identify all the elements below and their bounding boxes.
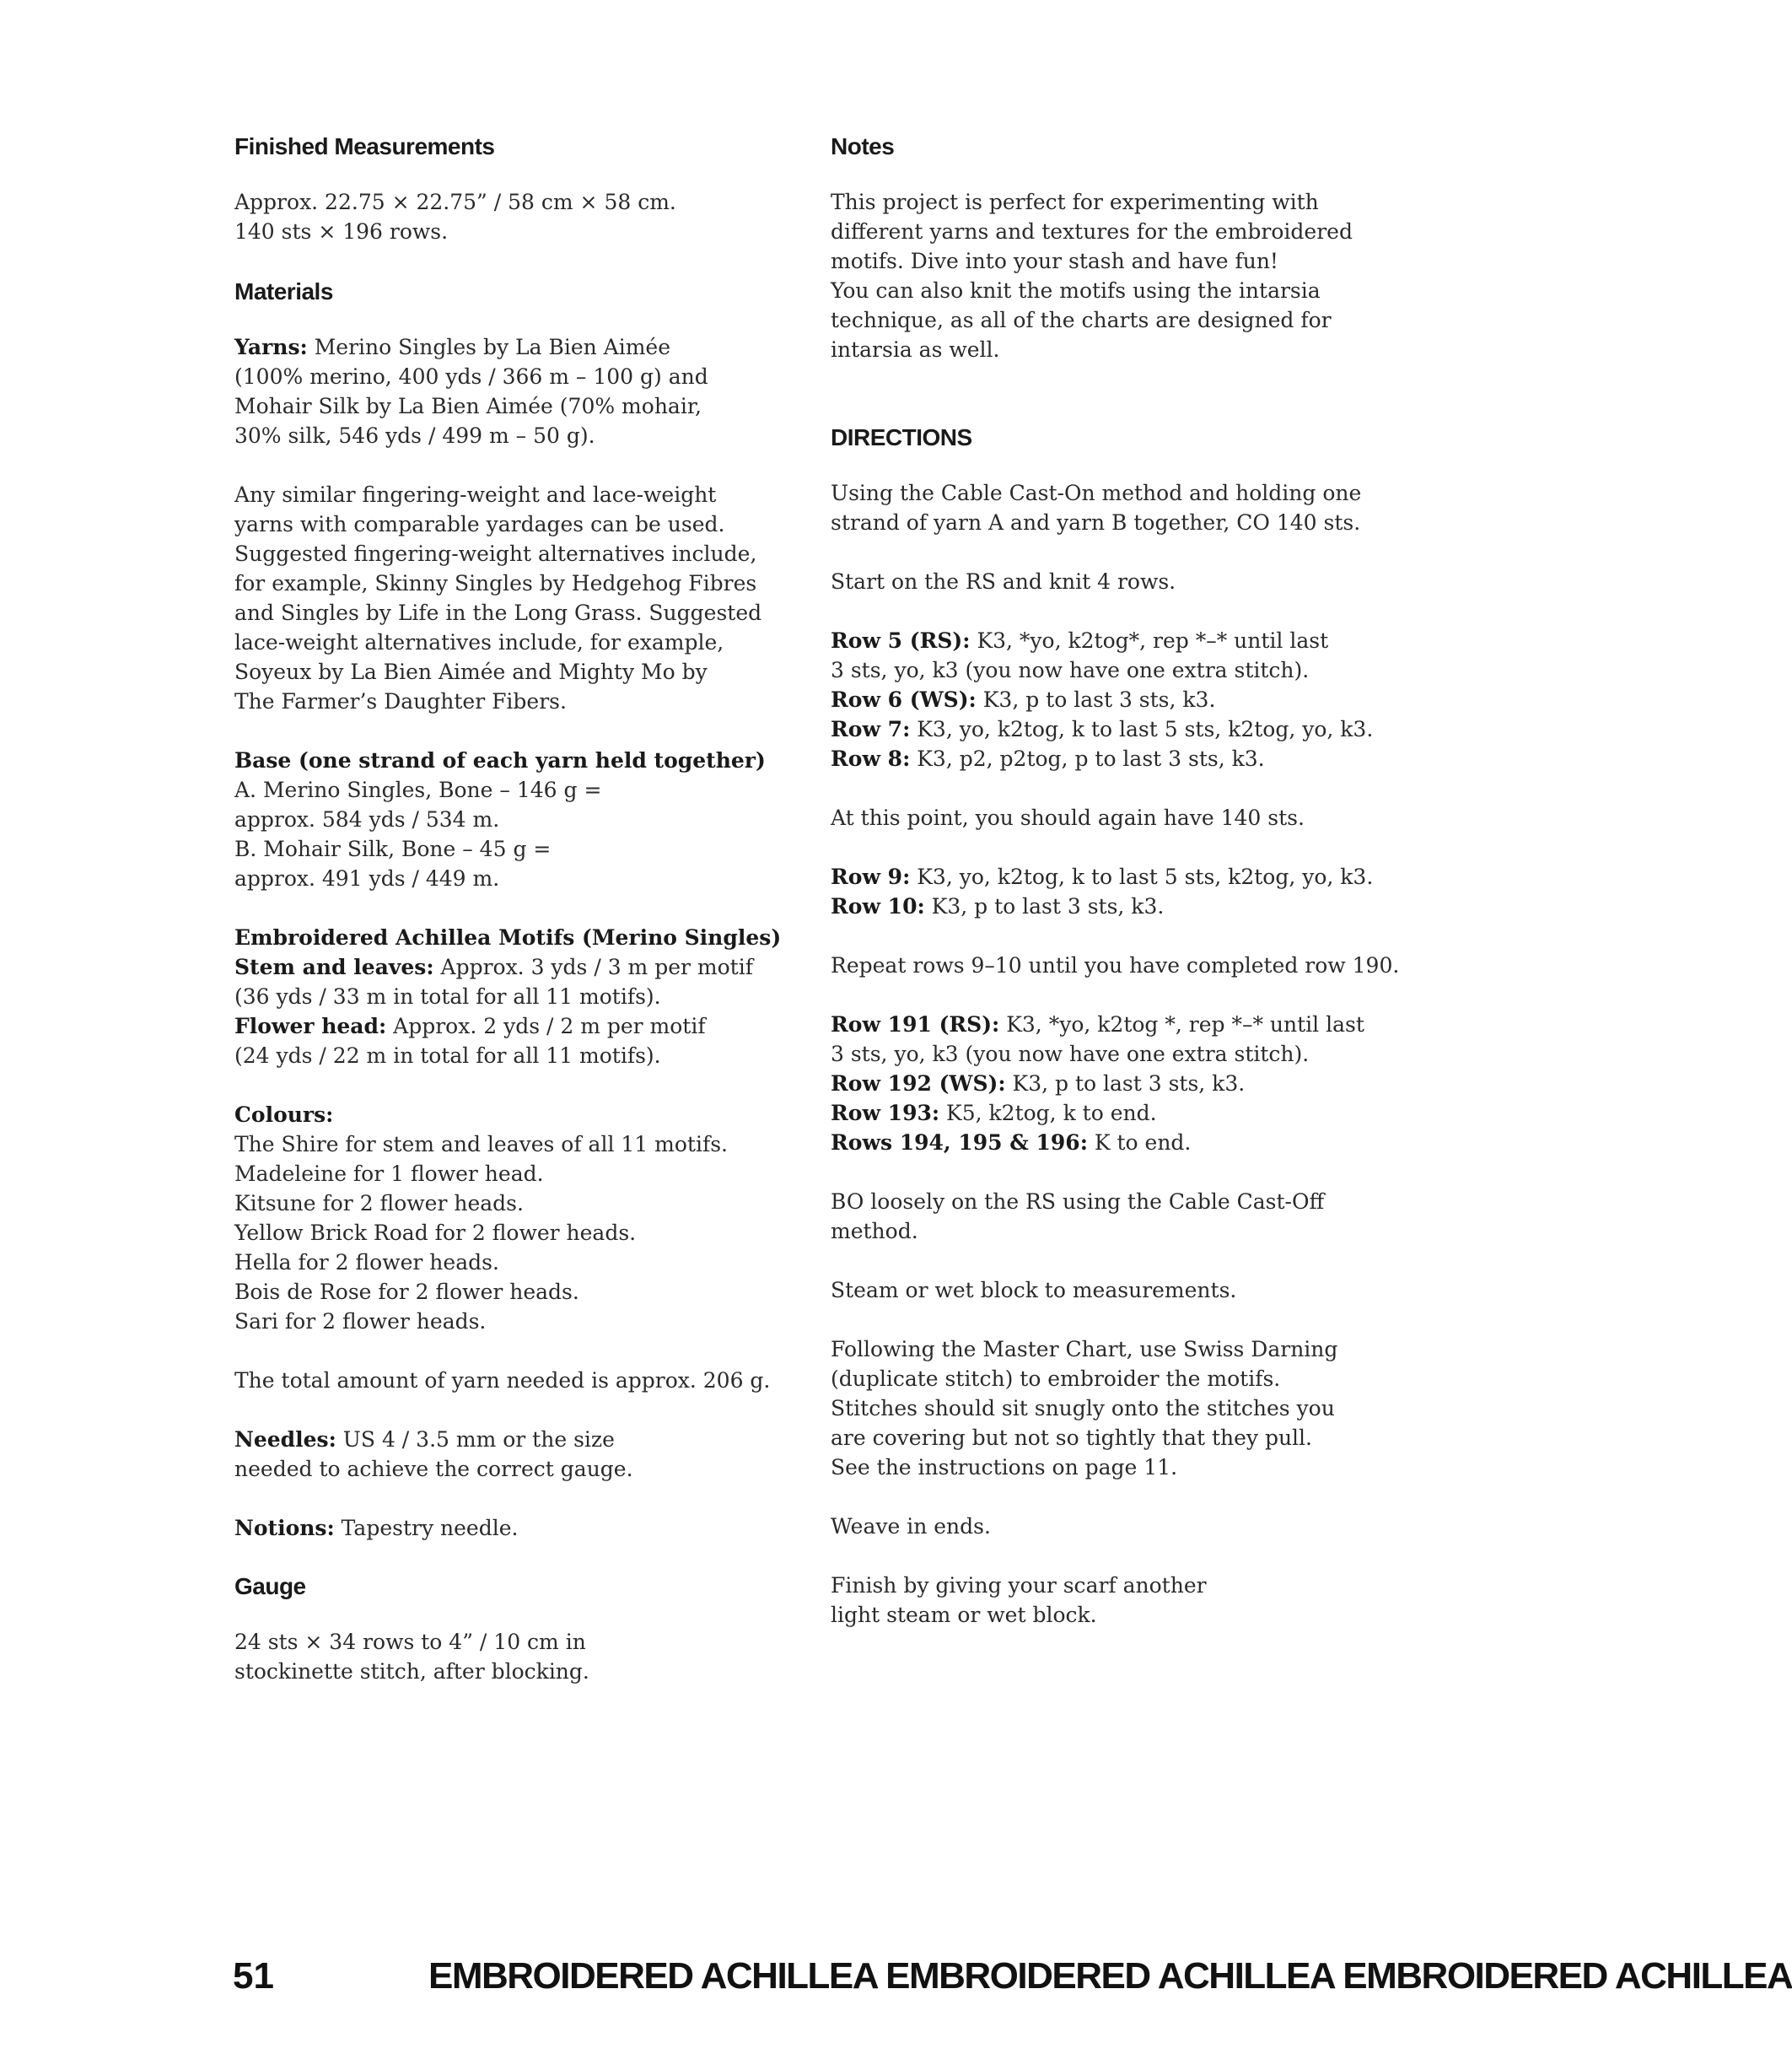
rows-191-196-paragraph (831, 1010, 1404, 1157)
text-line: Suggested fingering-weight alternatives include, (234, 542, 757, 566)
text-line: are covering but not so tightly that they pull. (831, 1426, 1312, 1450)
rows-9-10-paragraph (831, 862, 1404, 921)
rows-5-8-paragraph (831, 626, 1404, 773)
text-line: 24 sts × 34 rows to 4” / 10 cm in (234, 1630, 586, 1654)
text-line: Stitches should sit snugly onto the stitches you (831, 1396, 1335, 1420)
text-line: Sari for 2 flower heads. (234, 1309, 487, 1334)
finished-measurements-heading: Finished Measurements (234, 133, 495, 159)
notes-heading: Notes (831, 133, 895, 159)
right-column (831, 133, 1404, 1630)
text-line: Yellow Brick Road for 2 flower heads. (234, 1221, 637, 1245)
text-line: approx. 491 yds / 449 m. (234, 866, 500, 891)
text-span: K3, *yo, k2tog *, rep *–* until last (999, 1012, 1364, 1037)
stitch-count-paragraph (831, 803, 1404, 833)
text-line (234, 1100, 774, 1129)
text-line (234, 1425, 774, 1454)
row-9-label: Row 9: (831, 865, 911, 889)
text-line (831, 626, 1404, 655)
text-line: strand of yarn A and yarn B together, CO 140 sts. (831, 510, 1361, 535)
text-line: technique, as all of the charts are designed for (831, 308, 1332, 332)
text-line: Approx. 22.75 × 22.75” / 58 cm × 58 cm. (234, 190, 676, 214)
text-span: Merino Singles by La Bien Aimée (307, 335, 671, 359)
row-192-label: Row 192 (WS): (831, 1071, 1006, 1096)
text-line: Finish by giving your scarf another (831, 1573, 1207, 1598)
text-line: light steam or wet block. (831, 1603, 1097, 1627)
text-line: yarns with comparable yardages can be used. (234, 512, 725, 536)
materials-heading: Materials (234, 278, 333, 305)
text-line: This project is perfect for experimenting with (831, 190, 1319, 214)
text-line: BO loosely on the RS using the Cable Cast-Off (831, 1189, 1325, 1214)
row-10-label: Row 10: (831, 894, 925, 919)
text-line: intarsia as well. (831, 337, 1000, 362)
text-line (831, 862, 1404, 892)
text-line: Steam or wet block to measurements. (831, 1278, 1237, 1302)
text-line (234, 746, 774, 775)
text-line: Soyeux by La Bien Aimée and Mighty Mo by (234, 660, 708, 684)
bind-off-paragraph (831, 1187, 1404, 1246)
weave-paragraph (831, 1512, 1404, 1541)
text-line: 140 sts × 196 rows. (234, 219, 449, 244)
text-line: (24 yds / 22 m in total for all 11 motifs). (234, 1043, 661, 1068)
stem-label: Stem and leaves: (234, 955, 434, 979)
start-paragraph (831, 567, 1404, 596)
steam-paragraph (831, 1275, 1404, 1305)
running-title: EMBROIDERED ACHILLEA EMBROIDERED ACHILLEA EMBROIDERED ACHILLEA (428, 1955, 1792, 1997)
text-line: Start on the RS and knit 4 rows. (831, 569, 1176, 594)
text-line: Hella for 2 flower heads. (234, 1250, 499, 1275)
text-line: At this point, you should again have 140 sts. (831, 806, 1305, 830)
finish-paragraph (831, 1571, 1404, 1630)
text-span: K3, p2, p2tog, p to last 3 sts, k3. (910, 747, 1265, 771)
embroider-paragraph (831, 1334, 1404, 1482)
text-line: (100% merino, 400 yds / 366 m – 100 g) and (234, 364, 708, 389)
text-line: stockinette stitch, after blocking. (234, 1659, 589, 1684)
motifs-paragraph (234, 923, 782, 1070)
text-span: Tapestry needle. (334, 1516, 519, 1540)
text-line: Following the Master Chart, use Swiss Darning (831, 1337, 1338, 1361)
text-line (234, 1011, 774, 1041)
text-line (234, 952, 774, 982)
motifs-label: Embroidered Achillea Motifs (Merino Singles) (234, 925, 782, 950)
colours-label: Colours: (234, 1102, 334, 1127)
text-span: K3, p to last 3 sts, k3. (1005, 1071, 1246, 1096)
text-line (831, 744, 1404, 773)
page-footer (0, 1947, 1792, 2006)
needles-paragraph (234, 1425, 774, 1484)
row-6-label: Row 6 (WS): (831, 687, 977, 712)
text-line: needed to achieve the correct gauge. (234, 1457, 633, 1481)
text-line: See the instructions on page 11. (831, 1455, 1178, 1480)
yarns-label: Yarns: (234, 335, 308, 359)
text-line: Mohair Silk by La Bien Aimée (70% mohair, (234, 394, 702, 418)
text-line: B. Mohair Silk, Bone – 45 g = (234, 837, 552, 861)
text-span: K3, p to last 3 sts, k3. (924, 894, 1165, 919)
text-span: K3, *yo, k2tog*, rep *–* until last (970, 628, 1329, 653)
base-label: Base (one strand of each yarn held together) (234, 748, 766, 773)
cast-on-paragraph (831, 478, 1404, 537)
gauge-heading: Gauge (234, 1573, 306, 1599)
notions-label: Notions: (234, 1516, 335, 1540)
text-span: K to end. (1087, 1130, 1192, 1155)
text-line (831, 1010, 1404, 1039)
text-line (234, 332, 774, 362)
gauge-paragraph (234, 1627, 774, 1686)
text-line: Kitsune for 2 flower heads. (234, 1191, 524, 1215)
text-line: approx. 584 yds / 534 m. (234, 807, 500, 832)
text-line: Any similar fingering-weight and lace-weight (234, 482, 717, 507)
row-8-label: Row 8: (831, 747, 911, 771)
text-line: method. (831, 1219, 918, 1243)
text-line: The total amount of yarn needed is approx. 206 g. (234, 1368, 771, 1393)
page-number: 51 (233, 1955, 274, 1997)
repeat-paragraph (831, 951, 1404, 980)
text-span: Approx. 2 yds / 2 m per motif (386, 1014, 706, 1038)
row-5-label: Row 5 (RS): (831, 628, 971, 653)
text-line (831, 1069, 1404, 1098)
text-line: 3 sts, yo, k3 (you now have one extra stitch). (831, 658, 1310, 682)
text-line: The Farmer’s Daughter Fibers. (234, 689, 567, 714)
text-line: Repeat rows 9–10 until you have completed row 190. (831, 953, 1400, 978)
finished-measurements-text (234, 187, 774, 246)
text-line: different yarns and textures for the embroidered (831, 219, 1353, 244)
total-yarn-paragraph (234, 1366, 774, 1395)
text-line: lace-weight alternatives include, for example, (234, 630, 724, 655)
text-line: and Singles by Life in the Long Grass. Suggested (234, 601, 762, 625)
left-column (234, 133, 782, 1686)
text-line: Using the Cable Cast-On method and holding one (831, 481, 1362, 505)
text-line: You can also knit the motifs using the intarsia (831, 278, 1321, 303)
base-paragraph (234, 746, 774, 893)
directions-heading: DIRECTIONS (831, 424, 972, 450)
text-line (234, 1513, 774, 1543)
similar-yarns-paragraph (234, 480, 774, 716)
colours-paragraph (234, 1100, 774, 1336)
text-line (234, 923, 782, 952)
text-line (831, 1098, 1404, 1128)
text-line: for example, Skinny Singles by Hedgehog Fibres (234, 571, 757, 596)
text-line: motifs. Dive into your stash and have fun! (831, 249, 1278, 273)
text-line (831, 714, 1404, 744)
rows-194-196-label: Rows 194, 195 & 196: (831, 1130, 1088, 1155)
text-line: Bois de Rose for 2 flower heads. (234, 1280, 579, 1304)
text-line (831, 1128, 1404, 1157)
yarns-paragraph (234, 332, 774, 450)
text-line: 30% silk, 546 yds / 499 m – 50 g). (234, 423, 595, 448)
notes-paragraph (831, 187, 1404, 364)
text-span: K3, yo, k2tog, k to last 5 sts, k2tog, yo, k3. (910, 865, 1374, 889)
text-span: US 4 / 3.5 mm or the size (336, 1427, 615, 1452)
row-191-label: Row 191 (RS): (831, 1012, 1000, 1037)
text-line: The Shire for stem and leaves of all 11 motifs. (234, 1132, 728, 1156)
text-span: K5, k2tog, k to end. (939, 1101, 1157, 1125)
text-line: A. Merino Singles, Bone – 146 g = (234, 778, 602, 802)
text-line (831, 685, 1404, 714)
text-line: (36 yds / 33 m in total for all 11 motifs). (234, 984, 661, 1009)
text-span: Approx. 3 yds / 3 m per motif (433, 955, 753, 979)
row-7-label: Row 7: (831, 717, 911, 741)
needles-label: Needles: (234, 1427, 336, 1452)
text-line: Weave in ends. (831, 1514, 991, 1539)
flower-label: Flower head: (234, 1014, 387, 1038)
text-span: K3, yo, k2tog, k to last 5 sts, k2tog, yo, k3. (910, 717, 1374, 741)
row-193-label: Row 193: (831, 1101, 940, 1125)
notions-paragraph (234, 1513, 774, 1543)
text-line: 3 sts, yo, k3 (you now have one extra stitch). (831, 1042, 1310, 1066)
text-line (831, 892, 1404, 921)
text-line: Madeleine for 1 flower head. (234, 1162, 544, 1186)
text-line: (duplicate stitch) to embroider the motifs. (831, 1366, 1281, 1391)
text-span: K3, p to last 3 sts, k3. (976, 687, 1216, 712)
